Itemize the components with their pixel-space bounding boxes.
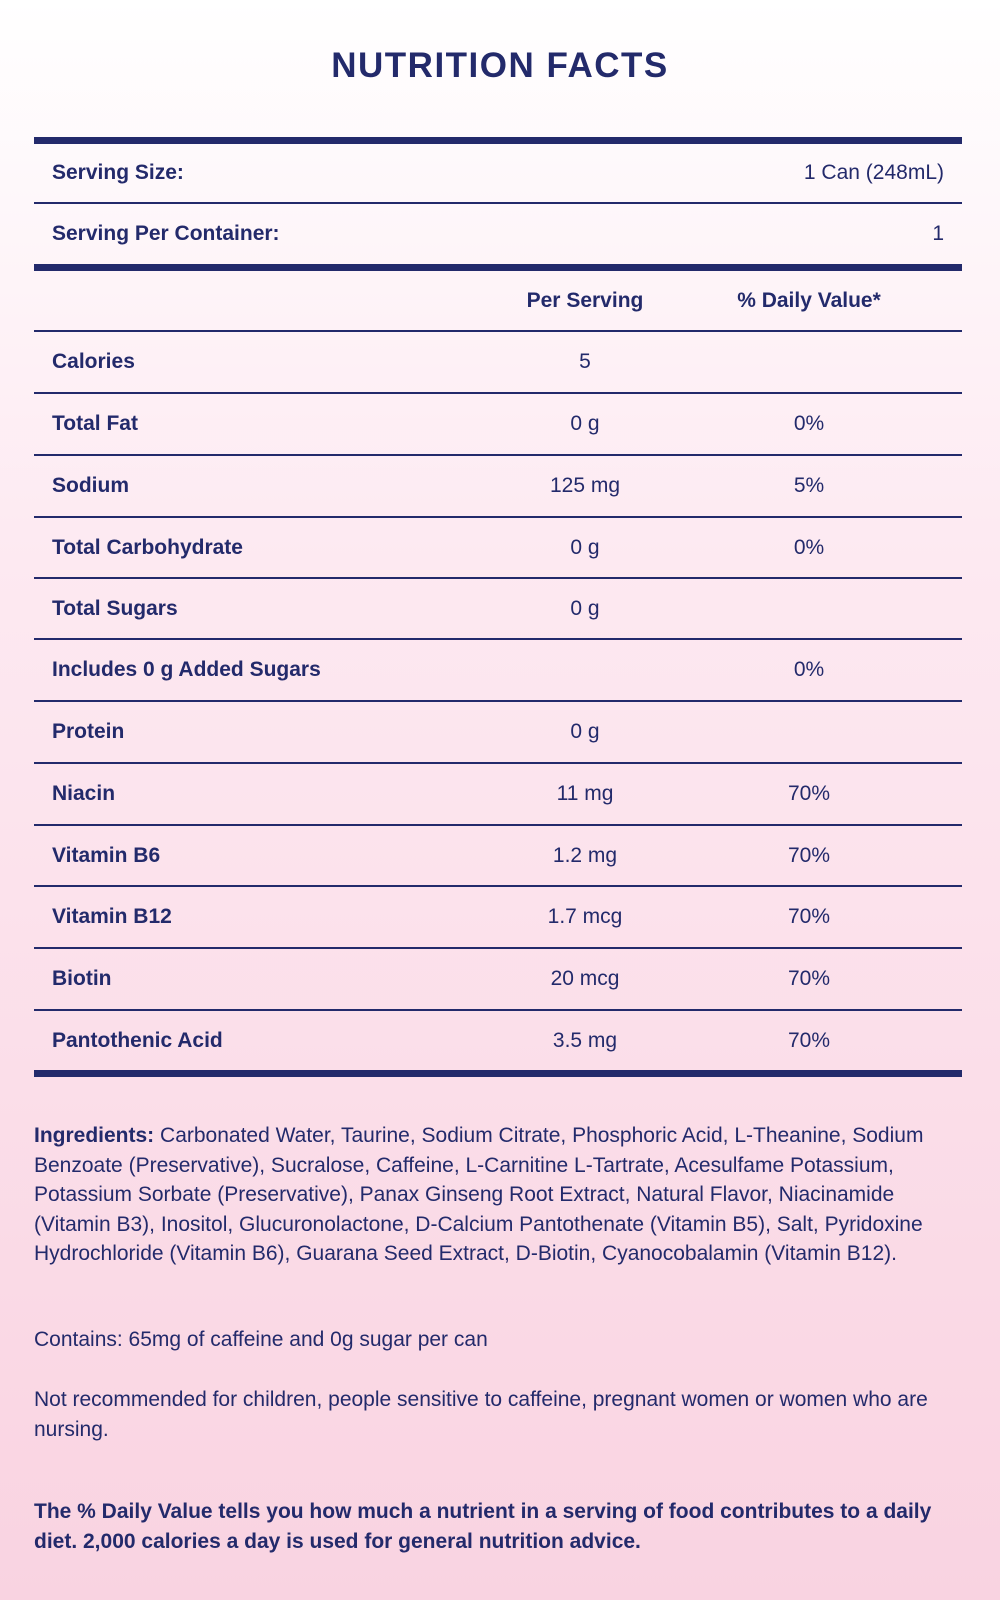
serving-size-row — [34, 144, 962, 204]
ingredients-label: Ingredients: — [34, 1124, 155, 1147]
servings-per-container-row — [34, 204, 962, 264]
nutrient-amount: 0 g — [570, 412, 600, 435]
nutrient-dv: 70% — [787, 843, 831, 867]
table-row — [34, 518, 962, 579]
nutrient-name: Vitamin B12 — [52, 905, 172, 928]
serving-size-value: 1 Can (248mL) — [803, 161, 944, 184]
warning-note: Not recommended for children, people sensitive to caffeine, pregnant women or women who are nursing. — [34, 1388, 928, 1441]
table-row — [34, 640, 962, 702]
nutrient-dv: 70% — [787, 1028, 831, 1052]
nutrient-name: Total Fat — [52, 412, 138, 435]
nutrient-dv: 0% — [793, 535, 825, 559]
nutrient-dv: 70% — [787, 905, 831, 928]
table-row — [34, 1011, 962, 1070]
table-row — [34, 332, 962, 394]
nutrient-amount: 11 mg — [556, 782, 614, 805]
top-rule — [34, 137, 962, 144]
nutrient-amount: 0 g — [570, 720, 600, 743]
table-row — [34, 826, 962, 887]
caffeine-contains-note: Contains: 65mg of caffeine and 0g sugar per can — [34, 1328, 488, 1351]
nutrient-name: Calories — [52, 350, 135, 373]
nutrient-name: Includes 0 g Added Sugars — [52, 658, 321, 681]
nutrient-name: Vitamin B6 — [52, 843, 161, 867]
bottom-rule — [34, 1070, 962, 1077]
daily-value-footnote: The % Daily Value tells you how much a nutrient in a serving of food contributes to a daily diet. 2,000 calories a day is used for general nutrition advice. — [34, 1500, 932, 1553]
nutrient-dv: 70% — [787, 782, 831, 805]
nutrient-dv: 70% — [787, 967, 831, 990]
daily-value-header: % Daily Value* — [737, 288, 881, 312]
nutrient-name: Protein — [52, 720, 125, 743]
table-row — [34, 579, 962, 640]
nutrition-facts-table — [34, 137, 962, 1077]
serving-size-label: Serving Size: — [52, 161, 184, 184]
nutrient-amount: 1.7 mcg — [547, 905, 623, 928]
table-row — [34, 394, 962, 456]
nutrient-amount: 0 g — [570, 596, 600, 620]
ingredients-text — [34, 1121, 964, 1269]
page-title: NUTRITION FACTS — [331, 46, 669, 85]
nutrient-name: Total Carbohydrate — [52, 535, 243, 559]
nutrient-amount: 125 mg — [549, 474, 621, 497]
nutrient-amount: 20 mcg — [550, 967, 620, 990]
nutrient-name: Pantothenic Acid — [52, 1028, 223, 1052]
table-row — [34, 456, 962, 518]
nutrient-dv: 0% — [793, 658, 825, 681]
nutrient-amount: 5 — [579, 350, 591, 373]
nutrient-dv: 0% — [793, 412, 825, 435]
table-row — [34, 764, 962, 826]
nutrient-name: Biotin — [52, 967, 112, 990]
servings-per-container-label: Serving Per Container: — [52, 222, 280, 245]
nutrient-dv: 5% — [793, 474, 825, 497]
table-row — [34, 949, 962, 1011]
servings-per-container-value: 1 — [932, 222, 944, 245]
nutrient-name: Total Sugars — [52, 596, 178, 620]
nutrient-amount: 1.2 mg — [552, 843, 618, 867]
nutrient-amount: 3.5 mg — [552, 1028, 618, 1052]
nutrient-name: Niacin — [52, 782, 116, 805]
table-row — [34, 702, 962, 764]
table-row — [34, 887, 962, 949]
per-serving-header: Per Serving — [526, 288, 644, 312]
nutrient-amount: 0 g — [570, 535, 600, 559]
divider-rule — [34, 264, 962, 271]
table-header-row — [34, 271, 962, 332]
ingredients-list: Carbonated Water, Taurine, Sodium Citrate, Phosphoric Acid, L-Theanine, Sodium Benzoate (Preservative), Sucralose, Caffeine, L-Carnitine L-Tartrate, Acesulfame Potassium, Potassium Sorbate (Preservative), Panax Ginseng Root Extract, Natural Flavor, Niacinamide (Vitamin B3), Inositol, Glucuronolactone, D-Calcium Pantothenate (Vitamin B5), Salt, Pyridoxine Hydrochloride (Vitamin B6), Guarana Seed Extract, D-Biotin, Cyanocobalamin (Vitamin B12). — [34, 1124, 924, 1265]
nutrient-name: Sodium — [52, 474, 129, 497]
